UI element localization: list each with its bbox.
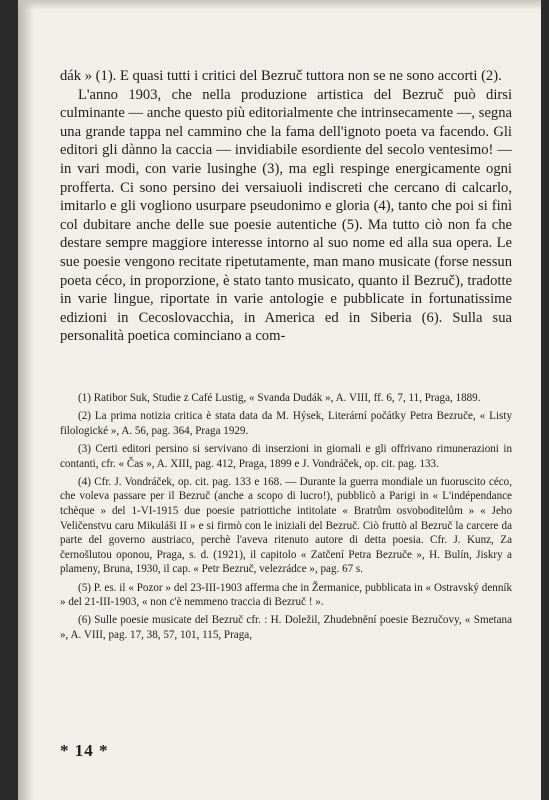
book-page [18, 0, 541, 800]
footnote-6: (6) Sulle poesie musicate del Bezruč cfr. : H. Doležil, Zhudebnění poesie Bezručovy, « Smetana », A. VIII, pag. 17, 38, 57, 101, 115, Praga, [60, 614, 512, 641]
footnote-2: (2) La prima notizia critica è stata data da M. Hýsek, Literární počátky Petra Bezruče, « Listy filologické », A. 56, pag. 364, Praga 1929. [60, 410, 512, 437]
page-top-shadow [18, 0, 541, 10]
footnote-5: (5) P. es. il « Pozor » del 23-III-1903 afferma che in Žermanice, pubblicata in « Ostravský denník » del 21-III-1903, « non c'è nemmeno traccia di Bezruč ! ». [60, 581, 512, 609]
footnote-1: (1) Ratibor Suk, Studie z Café Lustig, « Svanda Dudák », A. VIII, ff. 6, 7, 11, Praga, 1889. [78, 392, 481, 404]
main-text [60, 67, 512, 346]
footnote-4: (4) Cfr. J. Vondráček, op. cit. pag. 133 e 168. — Durante la guerra mondiale un fuoruscito céco, che voleva passare per il Bezruč (anche a scopo di lucro!), pubblicò a Parigi in « L'indépendance tchèque » del 1-VI-1915 due poesie patriottiche intitolate « Bratrům osvoboditelům » « Jeho Veličenstvu caru Mikuláši II » e si firmò con le iniziali del Bezruč. Ciò fruttò al Bezruč la carcere da parte del governo austriaco, perchè l'aveva ritenuto autore di detta poesia. Cfr. J. Kunz, Za černošlutou oponou, Praga, s. d. (1921), il capitolo « Zatčení Petra Bezruče », H. Bulín, Jiskry a plameny, Bruna, 1930, il cap. « Petr Bezruč, velezrádce », pag. 67 s. [60, 475, 512, 576]
paragraph-continuation: dák » (1). E quasi tutti i critici del Bezruč tuttora non se ne sono accorti (2). [60, 68, 502, 84]
footnote-3: (3) Certi editori persino si servivano di inserzioni in giornali e gli offrivano rimunerazioni in contanti, cfr. « Čas », A. XIII, pag. 412, Praga, 1899 e J. Vondráček, op. cit. pag. 133. [60, 442, 512, 470]
footnotes [60, 391, 512, 646]
page-gutter-shadow [18, 0, 34, 800]
page-number: * 14 * [60, 741, 109, 760]
paragraph-1903: L'anno 1903, che nella produzione artistica del Bezruč può dirsi culminante — anche questo più editorialmente che intrinsecamente —, segna una grande tappa nel cammino che la fama dell'ignoto poeta va facendo. Gli editori gli dànno la caccia — invidiabile esordiente del secolo ventesimo! — in vari modi, con varie lusinghe (3), ma egli respinge energicamente ogni profferta. Ci sono persino dei versaiuoli indiscreti che cercano di calcarlo, imitarlo e gli vogliono usurpare pseudonimo e gloria (4), tanto che poi si finì col dubitare anche delle sue poesie autentiche (5). Ma tutto ciò non fa che destare sempre maggiore interesse intorno al suo nome ed alla sua opera. Le sue poesie vengono recitate ripetutamente, man mano musicate (forse nessun poeta céco, in proporzione, è stato tanto musicato, quanto il Bezruč), tradotte in varie lingue, riportate in varie antologie e pubblicate in fortunatissime edizioni in Cecoslovacchia, in America ed in Siberia (6). Sulla sua personalità poetica cominciano a com- [60, 86, 512, 345]
